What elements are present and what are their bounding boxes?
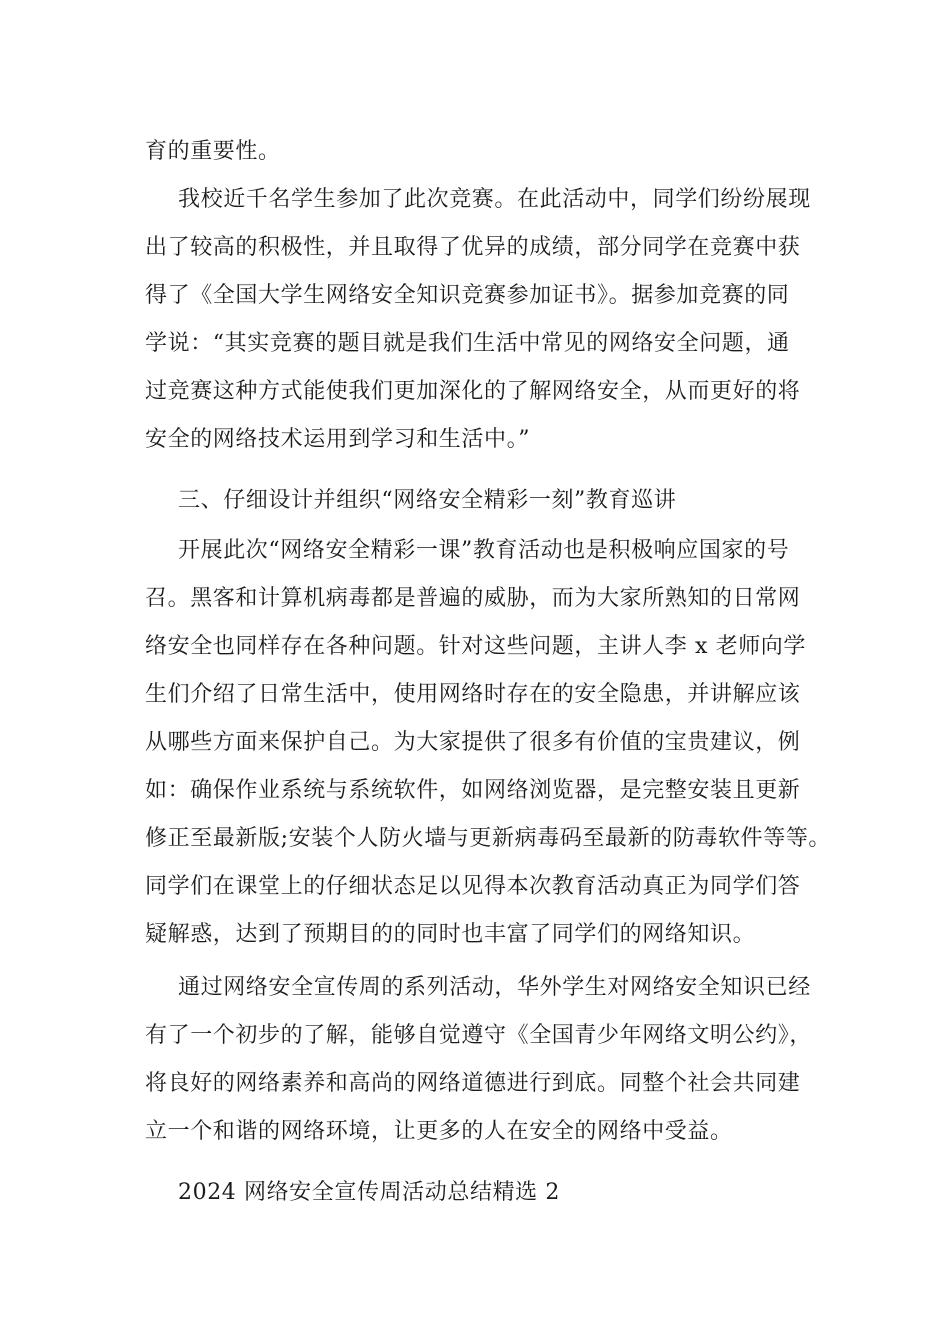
text-line: 修正至最新版;安装个人防火墙与更新病毒码至最新的防毒软件等等。: [145, 826, 832, 851]
section-heading: 三、仔细设计并组织“网络安全精彩一刻”教育巡讲: [178, 488, 677, 513]
text-line: 生们介绍了日常生活中，使用网络时存在的安全隐患，并讲解应该: [145, 682, 801, 707]
text-line: 召。黑客和计算机病毒都是普遍的威胁，而为大家所熟知的日常网: [145, 586, 801, 611]
text-line: 疑解惑，达到了预期目的的同时也丰富了同学们的网络知识。: [145, 922, 756, 947]
text-line: 得了《全国大学生网络安全知识竞赛参加证书》。据参加竞赛的同: [145, 283, 790, 308]
text-line: 过竞赛这种方式能使我们更加深化的了解网络安全，从而更好的将: [145, 379, 801, 404]
text-line: 育的重要性。: [145, 139, 281, 164]
text-line: 从哪些方面来保护自己。为大家提供了很多有价值的宝贵建议，例: [145, 730, 801, 755]
text-line: 立一个和谐的网络环境，让更多的人在安全的网络中受益。: [145, 1119, 733, 1144]
text-line: 安全的网络技术运用到学习和生活中。”: [145, 427, 531, 452]
text-line: 将良好的网络素养和高尚的网络道德进行到底。同整个社会共同建: [145, 1071, 801, 1096]
text-line: 出了较高的积极性，并且取得了优异的成绩，部分同学在竞赛中获: [145, 235, 801, 260]
text-line: 学说：“其实竞赛的题目就是我们生活中常见的网络安全问题，通: [145, 331, 790, 356]
text-line: 有了一个初步的了解，能够自觉遵守《全国青少年网络文明公约》，: [145, 1023, 813, 1048]
text-line: 如：确保作业系统与系统软件，如网络浏览器，是完整安装且更新: [145, 778, 801, 803]
text-line: 通过网络安全宣传周的系列活动，华外学生对网络安全知识已经: [178, 975, 811, 1000]
text-line: 同学们在课堂上的仔细状态足以见得本次教育活动真正为同学们答: [145, 874, 801, 899]
section-title: 2024 网络安全宣传周活动总结精选 2: [178, 1180, 560, 1205]
text-line: 我校近千名学生参加了此次竞赛。在此活动中，同学们纷纷展现: [178, 187, 811, 212]
text-line: 络安全也同样存在各种问题。针对这些问题，主讲人李 x 老师向学: [145, 634, 806, 659]
text-line: 开展此次“网络安全精彩一课”教育活动也是积极响应国家的号: [178, 538, 790, 563]
